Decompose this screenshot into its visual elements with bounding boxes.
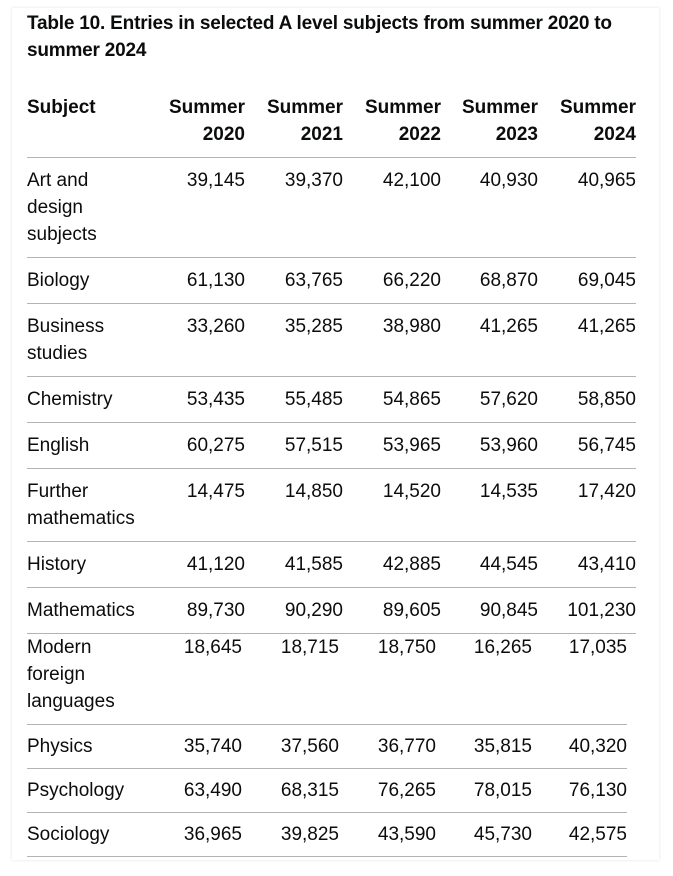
value-cell: 53,960 — [441, 423, 538, 469]
subject-cell: Chemistry — [27, 377, 147, 423]
table-row — [27, 813, 627, 857]
value-cell: 18,645 — [147, 625, 242, 725]
value-cell: 78,015 — [436, 769, 532, 813]
subject-cell: English — [27, 423, 147, 469]
value-cell: 42,885 — [343, 542, 441, 588]
table-caption: Table 10. Entries in selected A level subjects from summer 2020 to summer 2024 — [27, 13, 612, 61]
value-cell: 39,825 — [242, 813, 339, 857]
table-row — [27, 542, 636, 588]
table-row — [27, 725, 627, 769]
subject-cell: Sociology — [27, 813, 147, 857]
value-cell: 39,370 — [245, 158, 343, 258]
subject-cell: History — [27, 542, 147, 588]
table-row — [27, 469, 636, 542]
subject-cell: Further mathematics — [27, 469, 147, 542]
value-cell: 14,850 — [245, 469, 343, 542]
entries-table-continued — [27, 625, 627, 857]
column-header-2023: Summer 2023 — [441, 94, 538, 158]
value-cell: 37,560 — [242, 725, 339, 769]
table-header-row — [27, 94, 636, 158]
value-cell: 14,475 — [147, 469, 245, 542]
table-row — [27, 258, 636, 304]
value-cell: 45,730 — [436, 813, 532, 857]
value-cell: 57,515 — [245, 423, 343, 469]
value-cell: 42,575 — [532, 813, 627, 857]
value-cell: 36,965 — [147, 813, 242, 857]
value-cell: 42,100 — [343, 158, 441, 258]
value-cell: 40,930 — [441, 158, 538, 258]
value-cell: 41,585 — [245, 542, 343, 588]
value-cell: 35,285 — [245, 304, 343, 377]
column-header-2021: Summer 2021 — [245, 94, 343, 158]
value-cell: 35,815 — [436, 725, 532, 769]
value-cell: 66,220 — [343, 258, 441, 304]
value-cell: 43,410 — [538, 542, 636, 588]
table-row — [27, 625, 627, 725]
column-header-2020: Summer 2020 — [147, 94, 245, 158]
subject-cell: Mathematics — [27, 588, 147, 634]
value-cell: 18,750 — [339, 625, 436, 725]
column-header-2022: Summer 2022 — [343, 94, 441, 158]
subject-cell: Business studies — [27, 304, 147, 377]
value-cell: 16,265 — [436, 625, 532, 725]
value-cell: 68,315 — [242, 769, 339, 813]
value-cell: 89,605 — [343, 588, 441, 634]
value-cell: 33,260 — [147, 304, 245, 377]
table-row — [27, 158, 636, 258]
subject-cell: Psychology — [27, 769, 147, 813]
value-cell: 41,120 — [147, 542, 245, 588]
value-cell: 63,490 — [147, 769, 242, 813]
value-cell: 40,965 — [538, 158, 636, 258]
table-row — [27, 769, 627, 813]
value-cell: 69,045 — [538, 258, 636, 304]
value-cell: 56,745 — [538, 423, 636, 469]
value-cell: 41,265 — [441, 304, 538, 377]
value-cell: 54,865 — [343, 377, 441, 423]
subject-cell: Biology — [27, 258, 147, 304]
value-cell: 14,520 — [343, 469, 441, 542]
value-cell: 17,420 — [538, 469, 636, 542]
value-cell: 101,230 — [538, 588, 636, 634]
value-cell: 90,290 — [245, 588, 343, 634]
value-cell: 41,265 — [538, 304, 636, 377]
value-cell: 43,590 — [339, 813, 436, 857]
value-cell: 53,435 — [147, 377, 245, 423]
column-header-subject: Subject — [27, 94, 147, 158]
value-cell: 68,870 — [441, 258, 538, 304]
value-cell: 17,035 — [532, 625, 627, 725]
value-cell: 39,145 — [147, 158, 245, 258]
entries-table — [27, 94, 636, 634]
value-cell: 36,770 — [339, 725, 436, 769]
subject-cell: Modern foreign languages — [27, 625, 147, 725]
table-row — [27, 423, 636, 469]
value-cell: 38,980 — [343, 304, 441, 377]
column-header-2024: Summer 2024 — [538, 94, 636, 158]
value-cell: 90,845 — [441, 588, 538, 634]
value-cell: 89,730 — [147, 588, 245, 634]
value-cell: 44,545 — [441, 542, 538, 588]
value-cell: 61,130 — [147, 258, 245, 304]
subject-cell: Physics — [27, 725, 147, 769]
value-cell: 76,130 — [532, 769, 627, 813]
value-cell: 58,850 — [538, 377, 636, 423]
value-cell: 35,740 — [147, 725, 242, 769]
table-row — [27, 304, 636, 377]
value-cell: 76,265 — [339, 769, 436, 813]
table-row — [27, 377, 636, 423]
value-cell: 63,765 — [245, 258, 343, 304]
subject-cell: Art and design subjects — [27, 158, 147, 258]
value-cell: 18,715 — [242, 625, 339, 725]
value-cell: 57,620 — [441, 377, 538, 423]
value-cell: 53,965 — [343, 423, 441, 469]
value-cell: 14,535 — [441, 469, 538, 542]
value-cell: 55,485 — [245, 377, 343, 423]
value-cell: 40,320 — [532, 725, 627, 769]
value-cell: 60,275 — [147, 423, 245, 469]
